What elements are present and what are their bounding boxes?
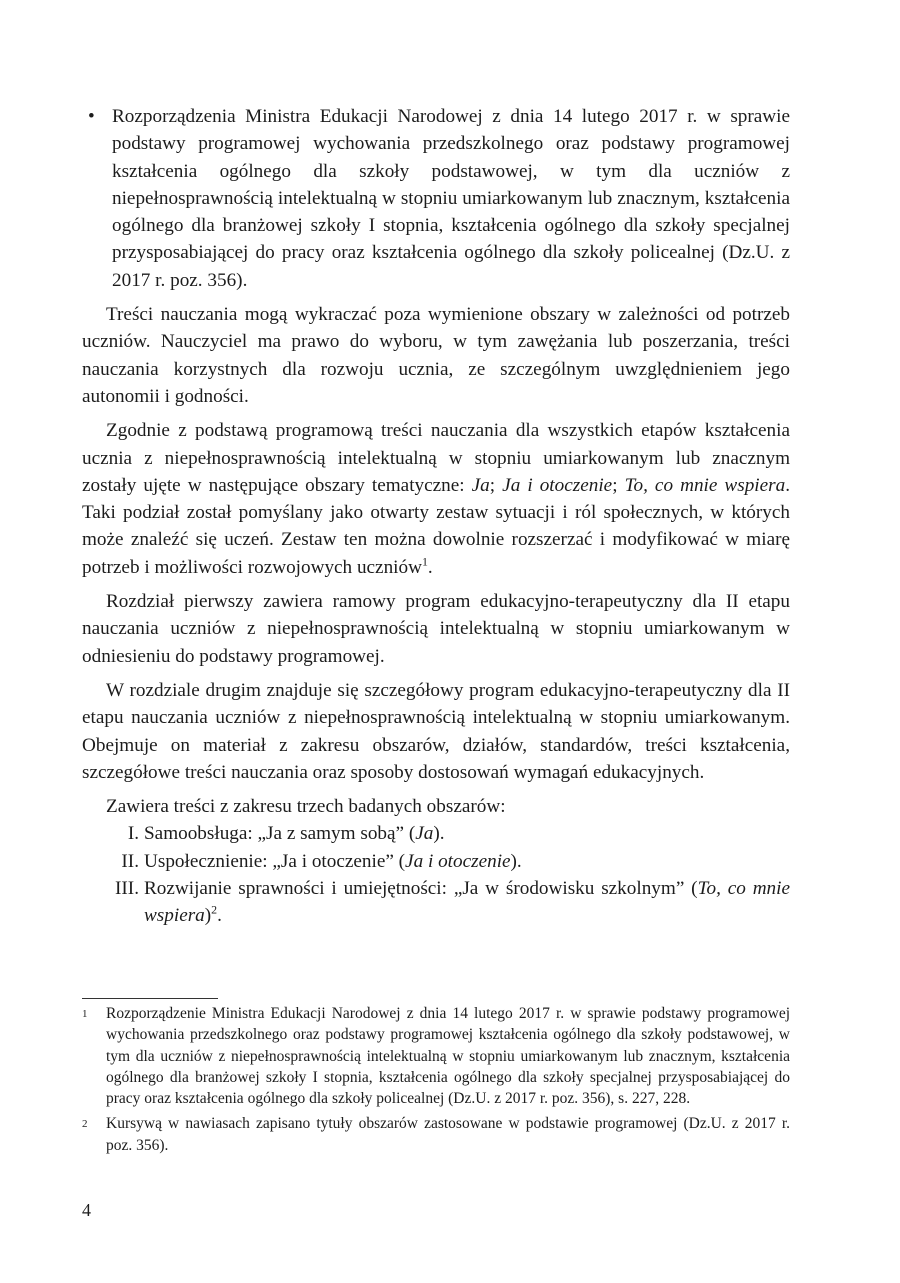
paragraph-teaching-content: Treści nauczania mogą wykraczać poza wymienione obszary w zależności od potrzeb uczniów. Nauczyciel ma prawo do wyboru, w tym zawężania lub poszerzania, treści nauczania korzystnych dla rozwoju ucznia, ze szczególnym uwzględnieniem jego autonomii i godności. (82, 304, 790, 407)
areas-intro: Zawiera treści z zakresu trzech badanych obszarów: (106, 796, 506, 818)
area-text: Rozwijanie sprawności i umiejętności: „Ja w środowisku szkolnym” ( (144, 878, 698, 900)
main-text (82, 103, 790, 930)
footnote-item (82, 1113, 790, 1156)
bullet-icon: • (88, 106, 95, 127)
footnote-reference[interactable]: 1 (421, 554, 428, 569)
text-segment: . (427, 556, 433, 578)
area-title-italic: Ja i otoczenie (502, 474, 613, 496)
area-text-end: ) (204, 905, 212, 927)
area-item (82, 875, 790, 930)
area-text: Samoobsługa: „Ja z samym sobą” ( (144, 823, 416, 845)
footnote-separator (82, 998, 218, 999)
area-item (82, 848, 790, 875)
area-number: III. (115, 878, 139, 900)
area-text-end: ). (433, 823, 445, 845)
text-segment: ; (489, 474, 503, 496)
list-item-regulation (82, 103, 790, 294)
footnote-text: Rozporządzenie Ministra Edukacji Narodowej z dnia 14 lutego 2017 r. w sprawie podstawy programowej wychowania przedszkolnego oraz podstawy programowej kształcenia ogólnego dla szkoły podstawowej, w tym dla uczniów z niepełnosprawnością intelektualną w stopniu umiarkowanym lub znacznym, kształcenia ogólnego dla branżowej szkoły I stopnia, kształcenia ogólnego dla szkoły specjalnej przysposabiającej do pracy oraz kształcenia ogólnego dla szkoły policealnej (Dz.U. z 2017 r. poz. 356), s. 227, 228. (106, 1005, 790, 1108)
area-title-italic: To, co mnie wspiera (144, 878, 790, 927)
paragraph-chapter-two: W rozdziale drugim znajduje się szczegółowy program edukacyjno-terapeutyczny dla II etapu nauczania uczniów z niepełnosprawnością intelektualną w stopniu umiarkowanym. Obejmuje on materiał z zakresu obszarów, działów, standardów, treści kształcenia, szczegółowe treści nauczania oraz sposoby dostosowań wymagań edukacyjnych. (82, 679, 790, 783)
footnote-number: 1 (82, 1008, 88, 1020)
area-text: Uspołecznienie: „Ja i otoczenie” ( (144, 850, 406, 872)
text-segment: Zgodnie z podstawą programową treści nauczania dla wszystkich etapów kształcenia ucznia z niepełnosprawnością intelektualną w stopniu umiarkowanym lub znacznym zostały ujęte w następujące obszary tematyczne: (82, 420, 790, 496)
paragraph-curriculum-areas (82, 417, 790, 581)
area-item (82, 820, 790, 847)
footnote-number: 2 (82, 1118, 88, 1131)
area-text-after: . (217, 905, 222, 927)
footnote-reference[interactable]: 2 (211, 902, 218, 917)
areas-list (82, 820, 790, 929)
area-text-end: ). (510, 850, 522, 872)
text-segment: ; (612, 474, 625, 496)
page-number: 4 (82, 1200, 91, 1220)
area-title-italic: Ja (471, 474, 490, 496)
area-title-italic: To, co mnie wspiera (624, 474, 786, 496)
footnote-text: Kursywą w nawiasach zapisano tytuły obszarów zastosowane w podstawie programowej (Dz.U. z 2017 r. poz. 356). (106, 1115, 790, 1154)
footnotes (82, 1003, 790, 1160)
footnote-item (82, 1003, 790, 1109)
text-segment: . Taki podział został pomyślany jako otwarty zestaw sytuacji i ról społecznych, w których może znaleźć się uczeń. Zestaw ten można dowolnie rozszerzać i modyfikować w miarę potrzeb i możliwości rozwojowych uczniów (82, 474, 791, 578)
bullet-text: Rozporządzenia Ministra Edukacji Narodowej z dnia 14 lutego 2017 r. w sprawie podstawy programowej wychowania przedszkolnego oraz podstawy programowej kształcenia ogólnego dla szkoły podstawowej, w tym dla uczniów z niepełnosprawnością intelektualną w stopniu umiarkowanym lub znacznym, kształcenia ogólnego dla branżowej szkoły I stopnia, kształcenia ogólnego dla szkoły specjalnej przysposabiającej do pracy oraz kształcenia ogólnego dla szkoły policealnej (Dz.U. z 2017 r. poz. 356). (112, 106, 790, 291)
area-number: II. (121, 850, 139, 872)
paragraph-chapter-one: Rozdział pierwszy zawiera ramowy program edukacyjno-terapeutyczny dla II etapu nauczania uczniów z niepełnosprawnością intelektualną w stopniu umiarkowanym w odniesieniu do podstawy programowej. (82, 591, 790, 667)
area-title-italic: Ja i otoczenie (405, 850, 511, 872)
area-number: I. (127, 823, 139, 845)
area-title-italic: Ja (415, 823, 434, 845)
